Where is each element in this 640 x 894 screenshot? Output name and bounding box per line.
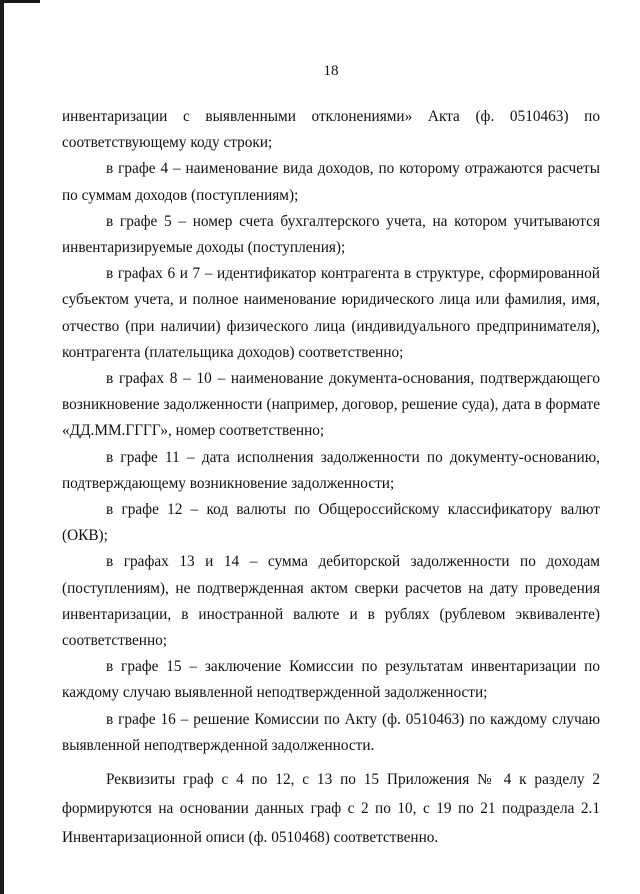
paragraph-column-11: в графе 11 – дата исполнения задолженности по документу-основанию, подтверждающему возникновение задолженности;	[62, 448, 600, 492]
scan-border-top	[0, 0, 40, 3]
paragraph-columns-6-7: в графах 6 и 7 – идентификатор контрагента в структуре, сформированной субъектом учета, и полное наименование юридического лица или фамилия, имя, отчество (при наличии) физического лица (индивидуального предпринимателя), контрагента (плательщика доходов) соответственно;	[62, 265, 600, 361]
paragraph-requisites: Реквизиты граф с 4 по 12, с 13 по 15 Приложения № 4 к разделу 2 формируются на основании данных граф с 2 по 10, с 19 по 21 подраздела 2.1 Инвентаризационной описи (ф. 0510468) соответственно.	[62, 771, 600, 847]
paragraph-column-4: в графе 4 – наименование вида доходов, по которому отражаются расчеты по суммам доходов (поступлениям);	[62, 160, 600, 204]
paragraph-continuation: инвентаризации с выявленными отклонениями» Акта (ф. 0510463) по соответствующему коду строки;	[62, 108, 600, 152]
paragraph-columns-8-10: в графах 8 – 10 – наименование документа-основания, подтверждающего возникновение задолженности (например, договор, решение суда), дата в формате «ДД.ММ.ГГГГ», номер соответственно;	[62, 370, 600, 440]
paragraph-column-5: в графе 5 – номер счета бухгалтерского учета, на котором учитываются инвентаризируемые доходы (поступления);	[62, 212, 600, 257]
page-number: 18	[323, 63, 339, 79]
paragraph-column-12: в графе 12 – код валюты по Общероссийскому классификатору валют (ОКВ);	[62, 501, 600, 545]
document-body	[62, 104, 600, 852]
paragraph-column-16: в графе 16 – решение Комиссии по Акту (ф. 0510463) по каждому случаю выявленной неподтвержденной задолженности.	[62, 710, 600, 754]
paragraph-column-15: в графе 15 – заключение Комиссии по результатам инвентаризации по каждому случаю выявленной неподтвержденной задолженности;	[62, 658, 600, 702]
paragraph-columns-13-14: в графах 13 и 14 – сумма дебиторской задолженности по доходам (поступлениям), не подтвержденная актом сверки расчетов на дату проведения инвентаризации, в иностранной валюте и в рублях (рублевом эквиваленте) соответственно;	[62, 553, 600, 650]
scan-border-left	[0, 0, 4, 894]
